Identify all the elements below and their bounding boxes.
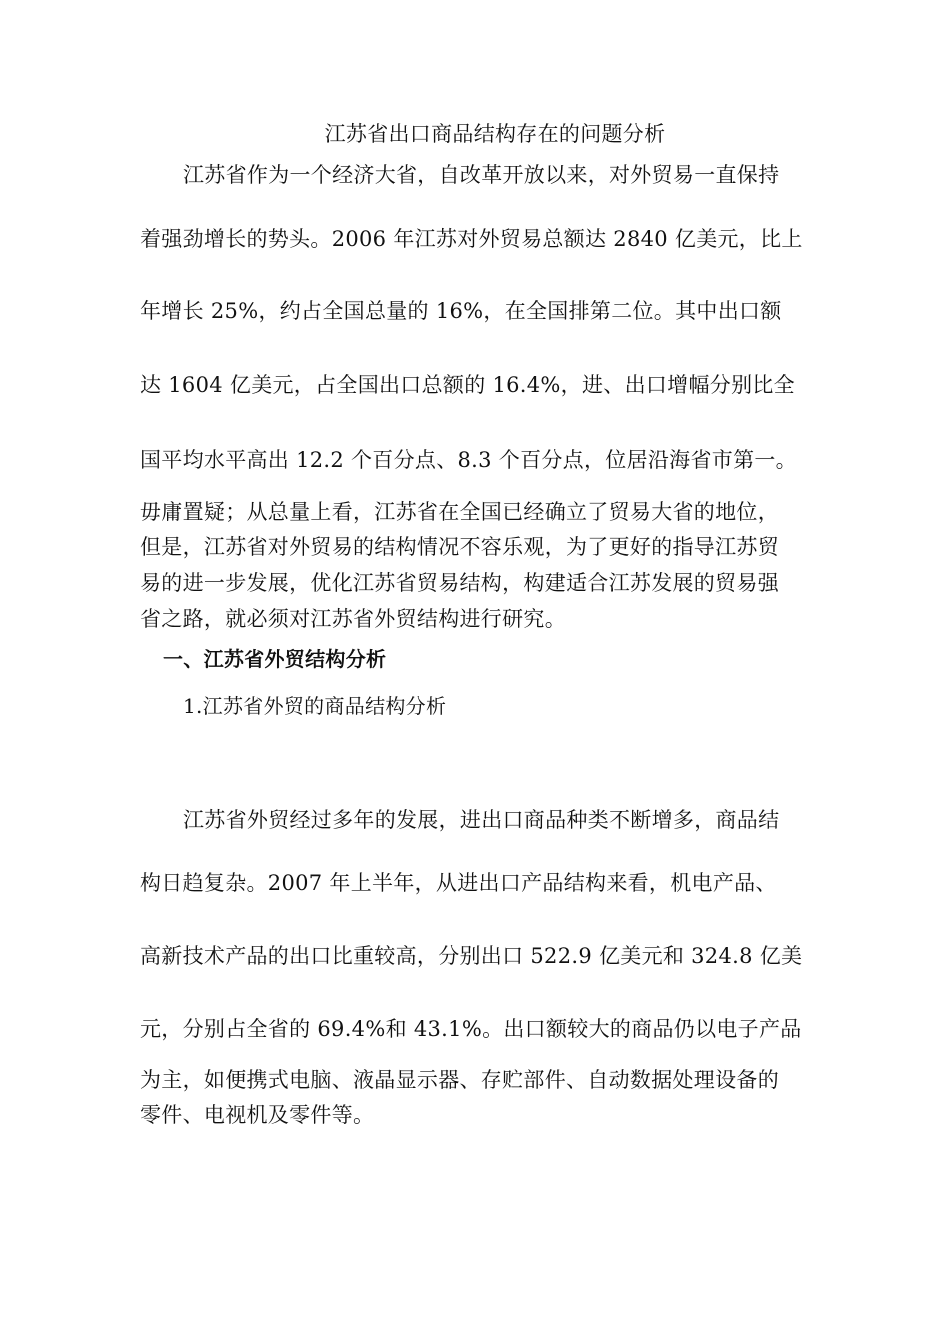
paragraph-line: 为主，如便携式电脑、液晶显示器、存贮部件、自动数据处理设备的 xyxy=(140,1068,779,1092)
section-heading: 一、江苏省外贸结构分析 xyxy=(163,647,387,671)
paragraph-line: 国平均水平高出 12.2 个百分点、8.3 个百分点，位居沿海省市第一。 xyxy=(140,448,797,472)
paragraph-line: 但是，江苏省对外贸易的结构情况不容乐观，为了更好的指导江苏贸 xyxy=(140,535,779,559)
paragraph-line: 毋庸置疑；从总量上看，江苏省在全国已经确立了贸易大省的地位， xyxy=(140,500,779,524)
paragraph-line: 达 1604 亿美元，占全国出口总额的 16.4%，进、出口增幅分别比全 xyxy=(140,373,795,397)
paragraph-line: 江苏省作为一个经济大省，自改革开放以来，对外贸易一直保持 xyxy=(183,163,780,187)
paragraph-line: 高新技术产品的出口比重较高，分别出口 522.9 亿美元和 324.8 亿美 xyxy=(140,944,803,968)
paragraph-line: 着强劲增长的势头。2006 年江苏对外贸易总额达 2840 亿美元，比上 xyxy=(140,227,803,251)
subsection-heading: 1.江苏省外贸的商品结构分析 xyxy=(183,694,447,718)
paragraph-line: 构日趋复杂。2007 年上半年，从进出口产品结构来看，机电产品、 xyxy=(140,871,777,895)
paragraph-line: 江苏省外贸经过多年的发展，进出口商品种类不断增多，商品结 xyxy=(183,808,780,832)
paragraph-line: 年增长 25%，约占全国总量的 16%，在全国排第二位。其中出口额 xyxy=(140,299,782,323)
document-title: 江苏省出口商品结构存在的问题分析 xyxy=(324,122,666,146)
paragraph-line: 元，分别占全省的 69.4%和 43.1%。出口额较大的商品仍以电子产品 xyxy=(140,1017,802,1041)
paragraph-line: 省之路，就必须对江苏省外贸结构进行研究。 xyxy=(140,607,566,631)
paragraph-line: 零件、电视机及零件等。 xyxy=(140,1103,375,1127)
paragraph-line: 易的进一步发展，优化江苏省贸易结构，构建适合江苏发展的贸易强 xyxy=(140,571,779,595)
